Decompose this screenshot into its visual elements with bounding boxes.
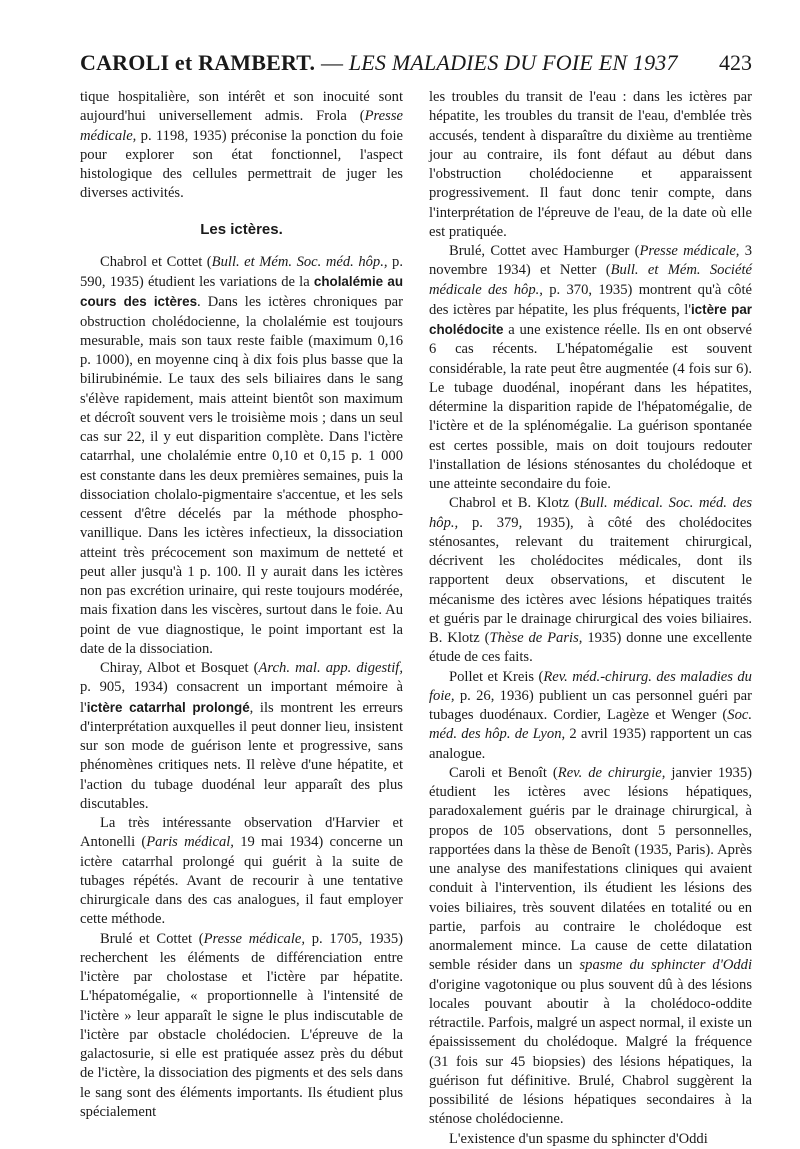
text: La très intéressante observation d'Harvier et Antonelli ( [80, 815, 403, 851]
text: Brulé, Cottet avec Hamburger ( [449, 243, 640, 259]
citation: Soc. méd. des hôp. de Lyon, [429, 707, 752, 743]
text: d'origine vagotonique ou plus souvent dû à des lésions locales pouvant aboutir à la cholédoco-oddite rétractile. Parfois, malgré un aspect normal, il existe un épaississement du cholédoque. Malgré la fréquence (31 fois sur 45 biopsies) des lésions hépatiques, la guérison fut définitive. Brulé, Chabrol suggèrent la possibilité de lésions hépatiques secondaires à la sténose cholédocienne. [429, 976, 752, 1128]
paragraph [429, 668, 752, 764]
text: tique hospitalière, son intérêt et son inocuité sont aujourd'hui universellement admis. Frola ( [80, 89, 403, 125]
text: Caroli et Benoît ( [449, 764, 558, 781]
paragraph [429, 764, 752, 1130]
paragraph [80, 88, 403, 204]
citation: Arch. mal. app. digestif, [258, 660, 403, 676]
paragraph [80, 659, 403, 814]
paragraph [80, 814, 403, 930]
keyword: cholalémie au cours des ictères [80, 274, 403, 310]
paragraph [429, 88, 752, 242]
citation: Bull. et Mém. Société médicale des hôp., [429, 262, 752, 298]
citation: Rev. méd.-chirurg. des maladies du foie, [429, 668, 752, 704]
text: L'existence d'un spasme du sphincter d'Oddi [449, 1130, 708, 1147]
two-column-body [80, 88, 752, 1149]
citation: Thèse de Paris, [489, 630, 583, 646]
section-heading: Les ictères. [200, 220, 283, 238]
citation: Presse médicale, [639, 243, 740, 259]
paragraph [429, 494, 752, 667]
text: les troubles du transit de l'eau : dans les ictères par hépatite, les troubles du transit de l'eau, d'emblée très accusés, tendent à disparaître du dixième au trentième jour au contraire, ils font défaut au début dans l'obstruction cholédocienne et apparaissent progressivement. Il faut donc tenir compte, dans l'interprétation de l'épreuve de l'eau, de la date où elle est pratiquée. [429, 89, 752, 240]
citation: Presse médicale, [80, 108, 403, 144]
keyword: ictère par cholédocite [429, 301, 752, 337]
text: a une existence réelle. Ils en ont observé 6 cas récents. L'hépatomégalie est souvent considérable, la rate peut être augmentée (4 fois sur 6). Le tubage duodénal, inopérant dans les hépatites, détermine la disparition rapide de l'hépatomégalie, de l'ictère et de la splénomégalie. La guérison spontanée est certes possible, mais on doit toujours redouter l'installation de lésions sténosantes du cholédoque et une atteinte secondaire du foie. [429, 322, 752, 492]
text: 1935) donne une excellente étude de ces faits. [429, 630, 752, 666]
text: 3 novembre 1934) et Netter ( [429, 243, 752, 279]
running-head [80, 50, 678, 75]
text: Chabrol et B. Klotz ( [449, 495, 580, 512]
header-authors: CAROLI et RAMBERT. [80, 50, 316, 75]
paragraph [429, 242, 752, 494]
citation: Rev. de chirurgie, [557, 764, 666, 781]
paragraph [80, 930, 403, 1123]
left-column [80, 88, 403, 1149]
text: p. 26, 1936) publient un cas personnel guéri par tubages duodénaux. Cordier, Lagèze et Wenger ( [429, 687, 752, 723]
citation: Paris médical, [146, 834, 234, 851]
citation: Bull. médical. Soc. méd. des hôp., [429, 495, 753, 531]
text: Pollet et Kreis ( [449, 668, 544, 685]
paragraph [80, 253, 403, 659]
header-title: LES MALADIES DU FOIE EN 1937 [348, 50, 678, 75]
text: Brulé et Cottet ( [100, 930, 204, 947]
text: janvier 1935) étudient les ictères avec lésions hépatiques, paradoxalement guéris par le drainage chirurgical, à propos de 105 observations, dont 5 personnelles, rapportées dans la thèse de Benoît (1935, Paris). Après une analyse des manifestations cliniques qui avaient conduit à l'intervention, ils étudient les lésions des voies biliaires, très souvent dilatées en totalité ou en partie, parfois au contraire le cholédoque est anormalement mince. La cause de cette dilatation semble résider dans un [429, 764, 752, 974]
text: p. 370, 1935) montrent qu'à côté des ictères par hépatite, les plus fréquents, l' [429, 281, 752, 318]
header-dash: — [315, 50, 349, 75]
text: p. 1705, 1935) recherchent les éléments de différenciation entre l'ictère par cholostase et l'ictère par hépatite. L'hépatomégalie, « proportionnelle à l'intensité de l'ictère » leur apparaît le signe le plus indiscutable de l'ictère par obstacle cholédocien. L'épreuve de la galactosurie, si elle est pratiquée assez près du début de l'ictère, la dissociation des pigments et des sels dans le sang sont des éléments importants. Ils étudient plus spécialement [80, 930, 403, 1120]
text: 19 mai 1934) concerne un ictère catarrhal prolongé qui guérit à la suite de tubages répétés. Avant de recourir à une tentative chirurgicale dans des cas analogues, il faut employer cette méthode. [80, 834, 403, 928]
citation: Presse médicale, [203, 930, 306, 947]
emphasis: spasme du sphincter d'Oddi [579, 957, 753, 974]
text: p. 905, 1934) consacrent un important mémoire à l' [80, 679, 403, 716]
text: , ils montrent les erreurs d'interprétation auxquelles il peut donner lieu, insistent sur son mode de guérison lente et progressive, sans phénomènes critiques nets. Il relève d'une hépatite, et l'action du tubage duodénal leur apparaît des plus discutables. [80, 699, 403, 812]
text: Chiray, Albot et Bosquet ( [100, 660, 259, 676]
keyword: ictère catarrhal prolongé [86, 699, 250, 715]
text: p. 379, 1935), à côté des cholédocites sténosantes, relevant du traitement chirurgical, décrivent les cholédocites médicales, dont ils rapportent deux observations, et discutent le mécanisme des ictères avec lésions hépatiques traités et guéris par le drainage chirurgical des voies biliaires. B. Klotz ( [429, 514, 752, 646]
text: 2 avril 1935) rapportent un cas analogue. [429, 726, 752, 762]
right-column [429, 88, 752, 1149]
text: Chabrol et Cottet ( [100, 253, 212, 270]
text: . Dans les ictères chroniques par obstruction cholédocienne, la cholalémie est toujours mesurable, mais son taux reste faible (maximum 0,16 p. 1000), en moyenne cinq à dix fois plus basse que la bilirubinémie. Le taux des sels biliaires dans le sang s'élève rapidement, mais atteint bientôt son maximum et décroît souvent vers le troisième mois ; dans un seul cas sur 22, il y eut disparition complète. Dans l'ictère catarrhal, une cholalémie entre 0,10 et 0,15 p. 1 000 est constante dans les deux premières semaines, puis la dissociation cholalo-pigmentaire s'accentue, et les sels cessent d'être décelés par la méthode phospho-vanillique. Dans les ictères infectieux, la dissociation atteint très précocement son maximum de netteté et peut aller jusqu'à 1 p. 100. Il y aurait dans les ictères non pas excrétion urinaire, qui reste toujours modérée, mais fixation dans les viscères, surtout dans le foie. Au point de vue diagnostique, le point important est la date de la dissociation. [80, 294, 403, 657]
page-number: 423 [719, 50, 752, 75]
running-header [80, 46, 752, 80]
citation: Bull. et Mém. Soc. méd. hôp., [211, 253, 388, 270]
text: p. 590, 1935) étudient les variations de la [80, 253, 403, 290]
text: p. 1198, 1935) préconise la ponction du foie pour explorer son état fonctionnel, l'aspect histologique des cellules permettrait de juger les diverses activités. [80, 127, 403, 202]
